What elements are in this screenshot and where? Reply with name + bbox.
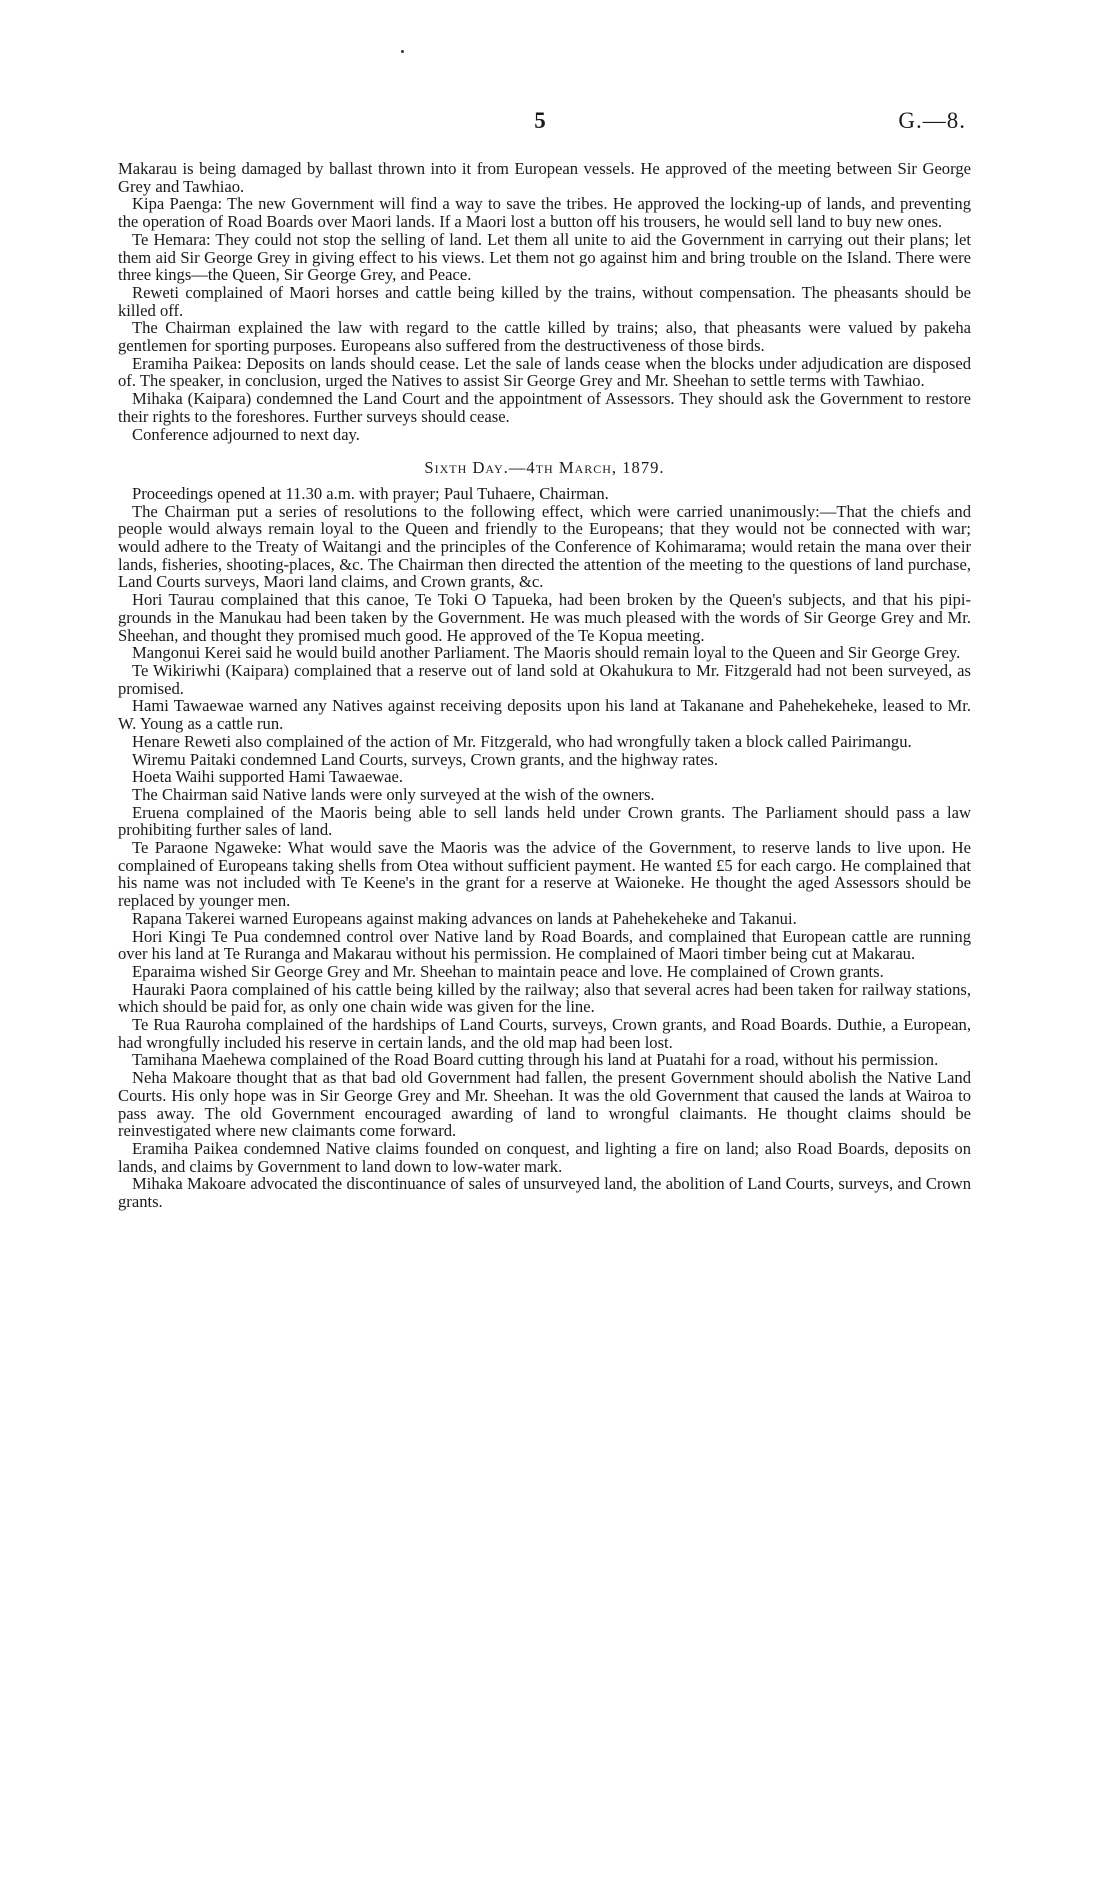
paragraph: Eparaima wished Sir George Grey and Mr. Sheehan to maintain peace and love. He complained of Crown grants. [132, 961, 884, 981]
paragraph: Hami Tawaewae warned any Natives against receiving deposits upon his land at Takanane and Pahehekeheke, leased to Mr. W. Young as a cattle run. [118, 696, 971, 734]
paragraph: Eramiha Paikea condemned Native claims founded on conquest, and lighting a fire on land; also Road Boards, deposits on lands, and claims by Government to land down to low-water mark. [118, 1138, 971, 1176]
paragraph: Proceedings opened at 11.30 a.m. with prayer; Paul Tuhaere, Chairman. [132, 483, 609, 503]
paragraph: Hori Taurau complained that this canoe, Te Toki O Tapueka, had been broken by the Queen's subjects, and that his pipi-grounds in the Manukau had been taken by the Government. He was much pleased with the words of Sir George Grey and Mr. Sheehan, and thought they promised much good. He approved of the Te Kopua meeting. [118, 590, 971, 645]
paragraph: Kipa Paenga: The new Government will find a way to save the tribes. He approved the locking-up of lands, and preventing the operation of Road Boards over Maori lands. If a Maori lost a button off his trousers, he would sell land to buy new ones. [118, 194, 971, 232]
paragraph: Wiremu Paitaki condemned Land Courts, surveys, Crown grants, and the highway rates. [132, 749, 718, 769]
paragraph: Eruena complained of the Maoris being able to sell lands held under Crown grants. The Parliament should pass a law prohibiting further sales of land. [118, 802, 971, 840]
paragraph: Mangonui Kerei said he would build another Parliament. The Maoris should remain loyal to the Queen and Sir George Grey. [132, 643, 961, 663]
paragraph: Eramiha Paikea: Deposits on lands should cease. Let the sale of lands cease when the blocks under adjudication are disposed of. The speaker, in conclusion, urged the Natives to assist Sir George Grey and Mr. Sheehan to settle terms with Tawhiao. [118, 353, 971, 391]
paragraph: Te Rua Rauroha complained of the hardships of Land Courts, surveys, Crown grants, and Road Boards. Duthie, a European, had wrongfully included his reserve in certain lands, and the old map had been lost. [118, 1015, 971, 1052]
paragraph: Te Hemara: They could not stop the selling of land. Let them all unite to aid the Government in carrying out their plans; let them aid Sir George Grey in giving effect to his views. Let them not go against him and bring trouble on the Island. There were three kings—the Queen, Sir George Grey, and Peace. [118, 229, 971, 285]
page-number: 5 [534, 108, 546, 133]
paragraph: The Chairman said Native lands were only surveyed at the wish of the owners. [132, 784, 655, 804]
section-heading: Sixth Day.—4th March, 1879. [424, 458, 665, 478]
paragraph: Makarau is being damaged by ballast thrown into it from European vessels. He approved of the meeting between Sir George Grey and Tawhiao. [118, 159, 971, 196]
document-reference: G.—8. [898, 108, 966, 133]
paragraph: Rapana Takerei warned Europeans against making advances on lands at Pahehekeheke and Takanui. [132, 908, 797, 928]
paragraph: Reweti complained of Maori horses and cattle being killed by the trains, without compensation. The pheasants should be killed off. [118, 282, 971, 320]
scan-speck [401, 50, 404, 53]
paragraph: Neha Makoare thought that as that bad old Government had fallen, the present Government should abolish the Native Land Courts. His only hope was in Sir George Grey and Mr. Sheehan. It was the old Government that caused the lands at Wairoa to pass away. The old Government encouraged awarding of land to wrongful claimants. He thought claims should be reinvestigated where new claimants come forward. [118, 1068, 971, 1141]
paragraph: Mihaka (Kaipara) condemned the Land Court and the appointment of Assessors. They should ask the Government to restore their rights to the foreshores. Further surveys should cease. [118, 389, 971, 426]
paragraph: Henare Reweti also complained of the action of Mr. Fitzgerald, who had wrongfully taken a block called Pairimangu. [132, 731, 912, 751]
paragraph: Hori Kingi Te Pua condemned control over Native land by Road Boards, and complained that European cattle are running over his land at Te Ruranga and Makarau without his permission. He complained of Maori timber being cut at Makarau. [118, 926, 971, 964]
paragraph: Hoeta Waihi supported Hami Tawaewae. [132, 767, 404, 787]
body-text [118, 160, 971, 1211]
paragraph: The Chairman put a series of resolutions to the following effect, which were carried unanimously:—That the chiefs and people would always remain loyal to the Queen and friendly to the Europeans; that they would not be connected with war; would adhere to the Treaty of Waitangi and the principles of the Conference of Kohimarama; would retain the mana over their lands, fisheries, shooting-places, &c. The Chairman then directed the attention of the meeting to the questions of land purchase, Land Courts surveys, Maori land claims, and Crown grants, &c. [118, 501, 971, 592]
paragraph: Mihaka Makoare advocated the discontinuance of sales of unsurveyed land, the abolition of Land Courts, surveys, and Crown grants. [118, 1174, 971, 1212]
paragraph: Conference adjourned to next day. [132, 424, 360, 444]
paragraph: Te Paraone Ngaweke: What would save the Maoris was the advice of the Government, to reserve lands to live upon. He complained of Europeans taking shells from Otea without sufficient payment. He wanted £5 for each cargo. He complained that his name was not included with Te Keene's in the grant for a reserve at Waioneke. He thought the aged Assessors should be replaced by younger men. [118, 838, 971, 911]
paragraph: Hauraki Paora complained of his cattle being killed by the railway; also that several acres had been taken for railway stations, which should be paid for, as only one chain wide was given for the line. [118, 979, 971, 1017]
paragraph: Tamihana Maehewa complained of the Road Board cutting through his land at Puatahi for a road, without his permission. [132, 1050, 939, 1070]
paragraph: Te Wikiriwhi (Kaipara) complained that a reserve out of land sold at Okahukura to Mr. Fitzgerald had not been surveyed, as promised. [118, 660, 971, 698]
paragraph: The Chairman explained the law with regard to the cattle killed by trains; also, that pheasants were valued by pakeha gentlemen for sporting purposes. Europeans also suffered from the destructiveness of those birds. [118, 318, 971, 356]
